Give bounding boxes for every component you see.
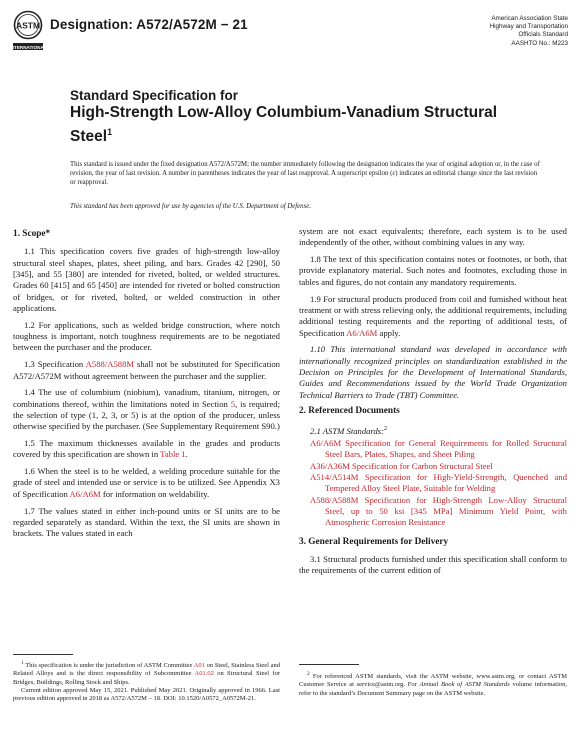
aashto-block xyxy=(490,15,568,48)
link-a6[interactable]: A6/A6M xyxy=(346,327,378,338)
section-1-9-text: 1.9 For structural products produced from coil and furnished without heat treatment or with stress relieving only, the additional requirements, including additional testing requirements and the reporting of additional tests, of Specification xyxy=(299,293,567,338)
link-a588[interactable]: A588/A588M xyxy=(85,359,135,370)
section-1-6-text: 1.6 When the steel is to be welded, a welding procedure suitable for the grade of steel and intended use or service is to be utilized. See Appendix X3 of Specification xyxy=(13,466,280,499)
section-1-7: 1.7 The values stated in either inch-pound units or SI units are to be regarded separately as standard. Within the text, the SI units are shown in brackets. The values stated in each xyxy=(13,505,280,539)
section-1-3 xyxy=(13,359,280,382)
astm-logo xyxy=(9,10,47,56)
section-1-10: 1.10 This international standard was developed in accordance with internationally recognized principles on standardization established in the Decision on Principles for the Development of International Standards, Guides and Recommendations issued by the World Trade Organization Technical Barriers to Trade (TBT) Committee. xyxy=(299,344,567,400)
section-1-3-text: 1.3 Specification xyxy=(24,359,84,370)
reference-code[interactable]: A6/A6M xyxy=(310,437,342,448)
reference-item xyxy=(310,495,567,529)
section-1-3-text: shall not be substituted for Specification A572/A572M without agreement between the purchaser and the supplier. xyxy=(13,359,280,381)
section-1-1: 1.1 This specification covers five grades of high-strength low-alloy structural steel shapes, plates, sheet piling, and bars. Grades 42 [290], 50 [345], and 55 [380] are intended for riveted, bolted, or welded structures. Grades 60 [415] and 65 [450] are intended for riveted or bolted construction of bridges, or for riveted, bolted, or welded construction in other applications. xyxy=(13,246,280,314)
section-1-7-continued: system are not exact equivalents; therefore, each system is to be used independently of the other, without combining values in any way. xyxy=(299,226,567,248)
footnote-1-text: This specification is under the jurisdiction of ASTM Committee xyxy=(25,662,193,670)
aashto-line: Officials Standard xyxy=(518,31,568,39)
footnote-1: $^1$ This specification is under the jurisdiction of ASTM Committee A01 on Steel, Stainless Steel and Related Alloys and is the direct responsibility of Subcommittee A01.02 on Structural Steel for Bridges, Buildings, Rolling Stock and Ships. Current edition approved May 15, 2021. Published May 2021. Originally approved in 1966. Last previous edition approved in 2018 as A572/A572M – 18. DOI: 10.1520/A0572_A0572M-21. xyxy=(13,660,281,703)
title-line-3 xyxy=(70,123,510,147)
scope-heading: 1. Scope* xyxy=(13,229,51,239)
section-1-8: 1.8 The text of this specification contains notes or footnotes, or both, that provide explanatory material. Such notes and footnotes, excluding those in tables and figures, do not contain any mandatory requirements. xyxy=(299,254,567,287)
referenced-documents-heading: 2. Referenced Documents xyxy=(299,406,400,417)
link-a6[interactable]: A6/A6M xyxy=(69,488,101,499)
section-1-4-text: 1.4 The use of columbium (niobium), vanadium, titanium, nitrogen, or combinations thereof, within the limitations noted in Section xyxy=(13,387,280,409)
section-3-1: 3.1 Structural products furnished under this specification shall conform to the requirements of the current edition of xyxy=(299,554,567,576)
section-1-5 xyxy=(13,438,280,461)
reference-list xyxy=(310,438,567,529)
document-title xyxy=(70,88,510,146)
reference-title[interactable]: Specification for High-Yield-Strength, Quenched and Tempered Alloy Steel Plate, Suitable for Welding xyxy=(325,471,568,494)
footnote-2-italic: Annual Book of ASTM Standards xyxy=(419,681,510,689)
link-table-1[interactable]: Table 1 xyxy=(160,449,186,460)
reference-item xyxy=(310,461,567,472)
footnote-divider xyxy=(299,664,359,665)
title-line-2: High-Strength Low-Alloy Columbium-Vanadium Structural xyxy=(70,104,498,121)
footnote-divider xyxy=(13,654,73,655)
aashto-line: Highway and Transportation xyxy=(489,23,568,31)
footnote-1-text: on Steel, Stainless Steel and Related Alloys and is the direct responsibility of Subcommittee xyxy=(13,662,281,678)
aashto-line: AASHTO No.: M223 xyxy=(511,39,568,47)
general-requirements-heading: 3. General Requirements for Delivery xyxy=(299,536,449,547)
link-subcommittee-a0102[interactable]: A01.02 xyxy=(194,670,214,678)
reference-item xyxy=(310,438,567,461)
section-1-4-text: , is required; the selection of type (1, 2, 3, or 5) is at the option of the producer, unless otherwise specified by the purchaser. (See Supplementary Requirement S90.) xyxy=(13,398,280,432)
section-2-1-text: 2.1 ASTM Standards: xyxy=(310,425,385,436)
aashto-line: American Association State xyxy=(491,15,568,22)
section-1-9 xyxy=(299,294,567,339)
logo-subtext: INTERNATIONAL xyxy=(9,44,47,50)
footnote-1-edition: Current edition approved May 15, 2021. Published May 2021. Originally approved in 1966. Last previous edition approved in 2018 as A572/A572M – 18. DOI: 10.1520/A0572_A0572M-21. xyxy=(13,687,280,703)
designation: Designation: A572/A572M − 21 xyxy=(50,17,248,32)
section-1-6 xyxy=(13,466,280,500)
section-1-6-text: for information on weldability. xyxy=(102,488,210,499)
right-column xyxy=(299,226,567,582)
reference-code[interactable]: A514/A514M xyxy=(310,471,359,482)
footnote-mark-2: 2 xyxy=(384,425,388,432)
title-line-3-text: Steel xyxy=(70,127,108,145)
footnote-2-text: volume information, refer to the standard’s Document Summary page on the ASTM website. xyxy=(299,681,568,697)
section-1-5-text: 1.5 The maximum thicknesses available in the grades and products covered by this specification are shown in xyxy=(13,438,280,460)
footnote-2-text: For referenced ASTM standards, visit the ASTM website, www.astm.org, or contact ASTM Customer Service at service@astm.org. For xyxy=(299,673,567,689)
section-2-1 xyxy=(310,424,567,437)
reference-item xyxy=(310,472,567,495)
reference-code[interactable]: A588/A588M xyxy=(310,494,359,505)
link-section-5[interactable]: 5 xyxy=(230,398,236,409)
footnote-1-text: on Structural Steel for Bridges, Buildings, Rolling Stock and Ships. xyxy=(13,670,280,686)
dod-approval-note: This standard has been approved for use by agencies of the U.S. Department of Defense. xyxy=(70,203,311,210)
footnote-2: $^2$ For referenced ASTM standards, visit the ASTM website, www.astm.org, or contact ASTM Customer Service at service@astm.org. For Annual Book of ASTM Standards volume information, refer to the standard’s Document Summary page on the ASTM website. xyxy=(299,671,568,697)
section-1-2: 1.2 For applications, such as welded bridge construction, where notch toughness is important, notch toughness requirements are to be negotiated between the purchaser and the producer. xyxy=(13,319,280,353)
section-1-5-text: . xyxy=(185,449,188,460)
reference-title[interactable]: Specification for Carbon Structural Steel xyxy=(351,460,493,471)
section-1-4 xyxy=(13,387,280,432)
title-footnote-mark: 1 xyxy=(107,126,113,137)
reference-title[interactable]: Specification for General Requirements for Rolled Structural Steel Bars, Plates, Shapes, and Sheet Piling xyxy=(325,437,568,460)
link-committee-a01[interactable]: A01 xyxy=(193,662,205,670)
section-1-9-text: apply. xyxy=(379,327,401,338)
logo-text: ASTM xyxy=(15,20,41,31)
reference-code[interactable]: A36/A36M xyxy=(310,460,350,471)
reference-title[interactable]: Specification for High-Strength Low-Alloy Structural Steel, up to 50 ksi [345 MPa] Minimum Yield Point, with Atmospheric Corrosion Resistance xyxy=(325,494,567,528)
standard-note: This standard is issued under the fixed designation A572/A572M; the number immediately following the designation indicates the year of original adoption or, in the case of revision, the year of last revision. A number in parentheses indicates the year of last reapproval. A superscript epsilon (ε) indicates an editorial change since the last revision or reapproval. xyxy=(70,161,540,187)
left-column xyxy=(13,226,280,545)
title-line-1: Standard Specification for xyxy=(70,88,239,103)
